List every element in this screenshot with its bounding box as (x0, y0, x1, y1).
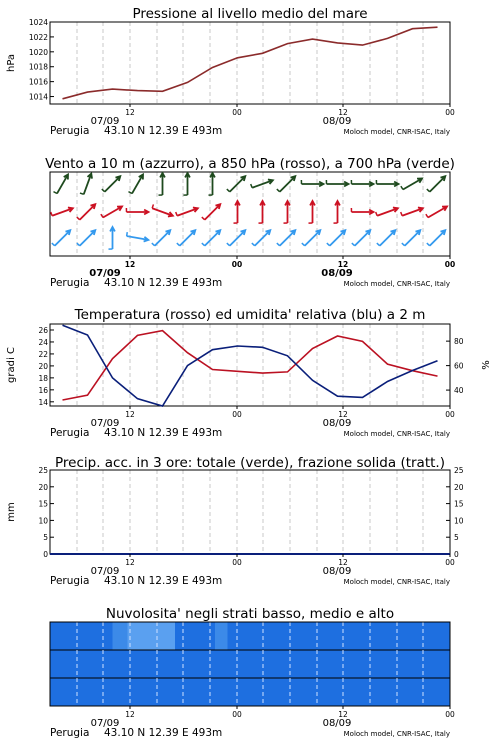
model-label: Moloch model, CNR-ISAC, Italy (343, 430, 450, 438)
wind-arrow-10m (302, 230, 320, 246)
cloud-cell (125, 650, 151, 679)
wind-arrow-10m (202, 230, 220, 246)
wind-arrow-850hPa (259, 201, 265, 223)
wind-arrow-700hPa (277, 176, 295, 192)
cloud-cell (400, 678, 426, 707)
cloud-cell (125, 678, 151, 707)
wind-arrow-700hPa (251, 179, 273, 187)
time-tick-label: 00 (445, 558, 455, 567)
wind-arrow-barb (52, 243, 55, 246)
time-tick-label: 12 (125, 108, 135, 117)
cloud-cell (225, 622, 251, 651)
time-tick-label: 12 (337, 260, 349, 269)
cloud-cell (275, 678, 301, 707)
wind-arrow-850hPa (401, 207, 423, 215)
cloud-cell (50, 622, 76, 651)
wind-arrow-850hPa (77, 204, 95, 220)
wind-arrow-barb (277, 189, 280, 192)
wind-arrow-shaft (380, 230, 396, 246)
wind-arrow-shaft (430, 230, 446, 246)
y-tick-label-right: 10 (454, 516, 464, 526)
wind-arrow-700hPa (159, 173, 165, 195)
wind-arrow-10m (277, 230, 295, 246)
y-tick-label: 14 (38, 397, 48, 407)
panel-1 (45, 156, 455, 289)
wind-arrow-barb (302, 243, 305, 246)
time-tick-label: 00 (232, 410, 242, 419)
wind-arrow-shaft (180, 230, 196, 246)
panel-title: Nuvolosita' negli strati basso, medio e alto (105, 606, 395, 622)
time-tick-label: 12 (338, 710, 348, 719)
cloud-cell (150, 622, 176, 651)
coords-label: 43.10 N 12.39 E 493m (104, 125, 223, 137)
y-tick-label-right: 20 (454, 482, 464, 492)
y-tick-label: 5 (43, 533, 48, 543)
wind-arrow-700hPa (326, 180, 348, 186)
wind-arrow-barb (127, 232, 128, 236)
y-tick-label-right: 25 (454, 466, 464, 475)
wind-arrow-700hPa (209, 173, 215, 195)
wind-arrow-barb (227, 243, 230, 246)
y-tick-label: 24 (38, 337, 48, 347)
wind-arrow-10m (227, 230, 245, 246)
y-tick-label: 1024 (28, 18, 48, 27)
cloud-cell (325, 650, 351, 679)
wind-arrow-850hPa (309, 201, 315, 223)
wind-arrow-barb (252, 243, 255, 246)
cloud-cell (425, 678, 451, 707)
wind-arrow-10m (127, 232, 149, 241)
location-label: Perugia (50, 125, 90, 137)
wind-arrow-barb (401, 186, 403, 189)
cloud-cell (200, 678, 226, 707)
cloud-cell (100, 650, 126, 679)
wind-arrow-barb (427, 189, 430, 192)
cloud-cell (75, 678, 101, 707)
wind-arrow-barb (402, 243, 405, 246)
coords-label: 43.10 N 12.39 E 493m (104, 427, 223, 439)
date-label: 08/09 (322, 718, 352, 729)
y-tick-label-right: 0 (454, 550, 459, 559)
cloud-cell (275, 622, 301, 651)
wind-arrow-shaft (105, 176, 121, 192)
y-tick-label: 10 (38, 516, 48, 526)
panel-0 (6, 6, 455, 137)
panel-title: Vento a 10 m (azzurro), a 850 hPa (rosso), a 700 hPa (verde) (45, 156, 455, 172)
cloud-cell (225, 650, 251, 679)
wind-arrow-barb (53, 192, 57, 194)
time-tick-label: 12 (125, 410, 135, 419)
wind-arrow-700hPa (301, 180, 323, 186)
wind-arrow-barb (77, 217, 80, 220)
date-label: 07/09 (89, 268, 121, 279)
wind-arrow-barb (376, 212, 377, 216)
humidity-line (63, 325, 438, 406)
location-label: Perugia (50, 277, 90, 289)
wind-arrow-700hPa (128, 174, 143, 193)
wind-arrow-barb (251, 184, 252, 188)
wind-arrow-850hPa (152, 204, 173, 216)
wind-arrow-barb (401, 212, 402, 216)
y-tick-label-right: 80 (454, 337, 464, 347)
wind-arrow-850hPa (51, 207, 73, 215)
wind-arrow-barb (377, 243, 380, 246)
cloud-cell (400, 650, 426, 679)
wind-arrow-shaft (403, 179, 422, 190)
wind-arrow-barb (227, 189, 230, 192)
cloud-cell (300, 622, 326, 651)
wind-arrow-shaft (305, 230, 321, 246)
model-label: Moloch model, CNR-ISAC, Italy (343, 578, 450, 586)
cloud-cell (100, 678, 126, 707)
y-tick-label: 1018 (28, 62, 48, 72)
cloud-cell (150, 650, 176, 679)
wind-arrow-10m (177, 230, 195, 246)
cloud-cell (150, 678, 176, 707)
model-label: Moloch model, CNR-ISAC, Italy (343, 730, 450, 738)
cloud-cell (300, 678, 326, 707)
cloud-cell (350, 678, 376, 707)
time-tick-label: 00 (445, 410, 455, 419)
date-label: 08/09 (322, 566, 352, 577)
wind-arrow-shaft (80, 230, 96, 246)
time-tick-label: 12 (338, 558, 348, 567)
location-label: Perugia (50, 427, 90, 439)
time-tick-label: 00 (231, 260, 243, 269)
wind-arrow-700hPa (102, 176, 120, 192)
plot-frame (50, 470, 450, 554)
wind-arrow-barb (177, 243, 180, 246)
wind-arrow-shaft (205, 230, 221, 246)
wind-arrow-850hPa (426, 207, 447, 218)
date-label: 08/09 (322, 116, 352, 127)
cloud-cell (425, 650, 451, 679)
wind-arrow-700hPa (427, 176, 445, 192)
cloud-cell-light (215, 622, 228, 650)
time-tick-label: 12 (338, 108, 348, 117)
wind-arrow-barb (176, 212, 177, 216)
y-axis-label: gradi C (6, 347, 17, 383)
cloud-cell (425, 622, 451, 651)
y-tick-label: 15 (38, 499, 48, 509)
wind-arrow-10m (252, 230, 270, 246)
wind-arrow-shaft (80, 204, 96, 220)
cloud-cell (175, 650, 201, 679)
location-label: Perugia (50, 575, 90, 587)
y-tick-label-right: 40 (454, 386, 464, 396)
panel-title: Temperatura (rosso) ed umidita' relativa (blu) a 2 m (74, 307, 426, 323)
wind-arrow-850hPa (234, 201, 240, 223)
wind-arrow-shaft (355, 230, 371, 246)
cloud-cell (350, 650, 376, 679)
y-tick-label: 25 (38, 466, 48, 475)
wind-arrow-850hPa (376, 207, 398, 215)
y-tick-label: 16 (38, 385, 48, 395)
y-axis-label: mm (6, 502, 17, 522)
wind-arrow-850hPa (202, 204, 220, 220)
y-tick-label: 22 (38, 349, 48, 359)
model-label: Moloch model, CNR-ISAC, Italy (343, 280, 450, 288)
y-tick-label: 20 (38, 361, 48, 371)
date-label: 07/09 (90, 116, 120, 127)
location-label: Perugia (50, 727, 90, 739)
date-label: 07/09 (90, 566, 120, 577)
time-tick-label: 12 (124, 260, 136, 269)
wind-arrow-850hPa (176, 207, 198, 215)
cloud-cell (175, 678, 201, 707)
wind-arrow-10m (52, 230, 70, 246)
panel-4 (50, 606, 455, 739)
time-tick-label: 00 (445, 710, 455, 719)
y-axis-label: hPa (6, 53, 17, 73)
wind-arrow-700hPa (184, 173, 190, 195)
cloud-cell-light (113, 622, 128, 650)
wind-arrow-850hPa (101, 207, 122, 218)
cloud-cell (125, 622, 151, 651)
date-label: 07/09 (90, 418, 120, 429)
cloud-cell (50, 678, 76, 707)
wind-arrow-barb (426, 214, 428, 217)
cloud-cell (75, 622, 101, 651)
y-tick-label: 1014 (28, 92, 48, 102)
wind-arrow-10m (109, 227, 115, 249)
wind-arrow-barb (352, 243, 355, 246)
time-tick-label: 00 (232, 108, 242, 117)
y-tick-label: 1016 (28, 77, 48, 87)
cloud-cell (325, 678, 351, 707)
wind-arrow-850hPa (334, 201, 340, 223)
wind-arrow-barb (128, 192, 132, 194)
wind-arrow-10m (352, 230, 370, 246)
panel-2 (6, 307, 492, 439)
y-tick-label: 1020 (28, 47, 48, 57)
wind-arrow-shaft (428, 207, 447, 218)
y-axis-label: % (481, 360, 492, 370)
wind-arrow-barb (277, 243, 280, 246)
wind-arrow-shaft (405, 230, 421, 246)
cloud-cell (275, 650, 301, 679)
wind-arrow-shaft (430, 176, 446, 192)
y-tick-label: 26 (38, 325, 48, 335)
coords-label: 43.10 N 12.39 E 493m (104, 575, 223, 587)
wind-arrow-700hPa (376, 180, 398, 186)
wind-arrow-700hPa (53, 174, 68, 193)
wind-arrow-10m (402, 230, 420, 246)
wind-arrow-barb (80, 193, 84, 194)
coords-label: 43.10 N 12.39 E 493m (104, 277, 223, 289)
panel-title: Pressione al livello medio del mare (132, 6, 368, 22)
time-tick-label: 12 (125, 558, 135, 567)
wind-arrow-shaft (280, 230, 296, 246)
wind-arrow-barb (51, 212, 52, 216)
wind-arrow-barb (202, 243, 205, 246)
time-tick-label: 00 (232, 558, 242, 567)
time-tick-label: 12 (338, 410, 348, 419)
y-tick-label-right: 60 (454, 361, 464, 371)
wind-arrow-850hPa (284, 201, 290, 223)
wind-arrow-shaft (132, 174, 143, 193)
wind-arrow-barb (102, 189, 105, 192)
date-label: 08/09 (321, 268, 353, 279)
cloud-cell (75, 650, 101, 679)
wind-arrow-barb (427, 243, 430, 246)
panel-title: Precip. acc. in 3 ore: totale (verde), frazione solida (tratt.) (55, 455, 445, 471)
panel-3 (6, 455, 464, 587)
time-tick-label: 00 (232, 710, 242, 719)
wind-arrow-shaft (57, 174, 68, 193)
model-label: Moloch model, CNR-ISAC, Italy (343, 128, 450, 136)
wind-arrow-shaft (103, 207, 122, 218)
pressure-line (63, 27, 438, 99)
time-tick-label: 00 (444, 260, 456, 269)
y-tick-label: 1022 (28, 32, 48, 42)
wind-arrow-700hPa (80, 174, 92, 195)
cloud-cell (175, 622, 201, 651)
wind-arrow-10m (152, 230, 170, 246)
cloud-cell (325, 622, 351, 651)
y-tick-label: 18 (38, 373, 48, 383)
y-tick-label: 0 (43, 550, 48, 559)
wind-arrow-shaft (280, 176, 296, 192)
y-tick-label-right: 15 (454, 499, 464, 509)
cloud-cell (225, 678, 251, 707)
wind-arrow-shaft (55, 230, 71, 246)
temperature-line (63, 331, 438, 400)
wind-arrow-shaft (205, 204, 221, 220)
wind-arrow-barb (202, 217, 205, 220)
time-tick-label: 00 (445, 108, 455, 117)
wind-arrow-10m (77, 230, 95, 246)
wind-arrow-700hPa (401, 179, 422, 190)
cloud-cell (300, 650, 326, 679)
wind-arrow-barb (327, 243, 330, 246)
wind-arrow-barb (152, 243, 155, 246)
cloud-cell (50, 650, 76, 679)
wind-arrow-10m (377, 230, 395, 246)
y-tick-label-right: 5 (454, 533, 459, 543)
wind-arrow-barb (152, 204, 153, 208)
cloud-cell (400, 622, 426, 651)
time-tick-label: 12 (125, 710, 135, 719)
wind-arrow-700hPa (227, 176, 245, 192)
date-label: 07/09 (90, 718, 120, 729)
coords-label: 43.10 N 12.39 E 493m (104, 727, 223, 739)
wind-arrow-10m (427, 230, 445, 246)
date-label: 08/09 (322, 418, 352, 429)
cloud-cell (350, 622, 376, 651)
cloud-cell (200, 650, 226, 679)
plot-frame (50, 22, 450, 104)
y-tick-label: 20 (38, 482, 48, 492)
